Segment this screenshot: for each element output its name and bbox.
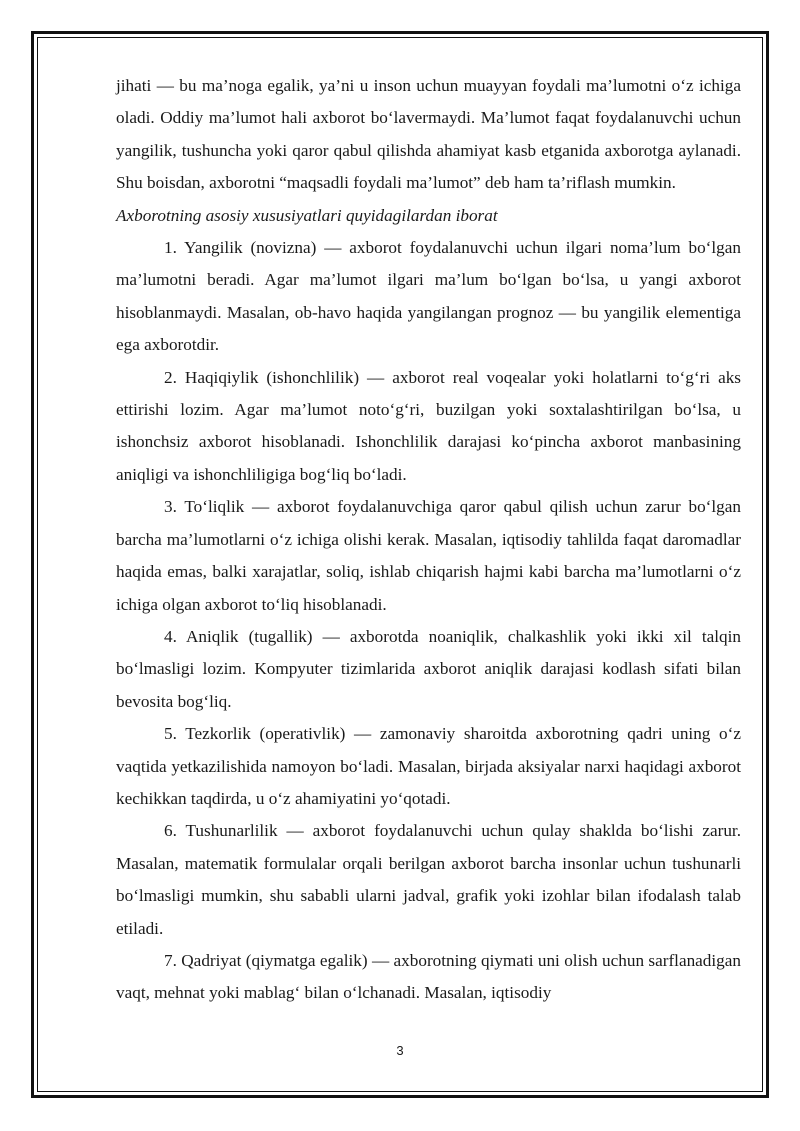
- list-item-timeliness: 5. Tezkorlik (operativlik) — zamonaviy sharoitda axborotning qadri uning o‘z vaqtida yetkazilishida namoyon bo‘ladi. Masalan, birjada aksiyalar narxi haqidagi axborot kechikkan taqdirda, u o‘z ahamiyatini yo‘qotadi.: [116, 724, 741, 808]
- list-item-reliability: 2. Haqiqiylik (ishonchlilik) — axborot real voqealar yoki holatlarni to‘g‘ri aks ettirishi lozim. Agar ma’lumot noto‘g‘ri, buzilgan yoki soxtalashtirilgan bo‘lsa, u ishonchsiz axborot hisoblanadi. Ishonchlilik darajasi ko‘pincha axborot manbasining aniqligi va ishonchliligiga bog‘liq bo‘ladi.: [116, 367, 741, 484]
- list-item-completeness: 3. To‘liqlik — axborot foydalanuvchiga qaror qabul qilish uchun zarur bo‘lgan barcha ma’lumotlarni o‘z ichiga olishi kerak. Masalan, iqtisodiy tahlilda faqat daromadlar haqida emas, balki xarajatlar, soliq, ishlab chiqarish hajmi kabi barcha ma’lumotlarni o‘z ichiga olgan axborot to‘liq hisoblanadi.: [116, 497, 741, 614]
- document-body: [116, 70, 741, 1010]
- list-item-novelty: 1. Yangilik (novizna) — axborot foydalanuvchi uchun ilgari noma’lum bo‘lgan ma’lumotni beradi. Agar ma’lumot ilgari ma’lum bo‘lgan bo‘lsa, u yangi axborot hisoblanmaydi. Masalan, ob-havo haqida yangilangan prognoz — bu yangilik elementiga ega axborotdir.: [116, 238, 741, 355]
- section-heading: Axborotning asosiy xususiyatlari quyidagilardan iborat: [116, 205, 498, 225]
- list-item-accuracy: 4. Aniqlik (tugallik) — axborotda noaniqlik, chalkashlik yoki ikki xil talqin bo‘lmasligi lozim. Kompyuter tizimlarida axborot aniqlik darajasi kodlash sifati bilan bevosita bog‘liq.: [116, 626, 741, 711]
- paragraph-intro: jihati — bu ma’noga egalik, ya’ni u inson uchun muayyan foydali ma’lumotni o‘z ichiga oladi. Oddiy ma’lumot hali axborot bo‘lavermaydi. Ma’lumot faqat foydalanuvchi uchun yangilik, tushuncha yoki qaror qabul qilishda ahamiyat kasb etganida axborotga aylanadi. Shu boisdan, axborotni “maqsadli foydali ma’lumot” deb ham ta’riflash mumkin.: [116, 76, 741, 193]
- page-number: 3: [396, 1043, 404, 1058]
- list-item-value: 7. Qadriyat (qiymatga egalik) — axborotning qiymati uni olish uchun sarflanadigan vaqt, mehnat yoki mablag‘ bilan o‘lchanadi. Masalan, iqtisodiy: [116, 950, 741, 1003]
- list-item-clarity: 6. Tushunarlilik — axborot foydalanuvchi uchun qulay shaklda bo‘lishi zarur. Masalan, matematik formulalar orqali berilgan axborot barcha insonlar uchun tushunarli bo‘lmasligi mumkin, shu sababli ularni jadval, grafik yoki izohlar bilan ifodalash talab etiladi.: [116, 821, 741, 938]
